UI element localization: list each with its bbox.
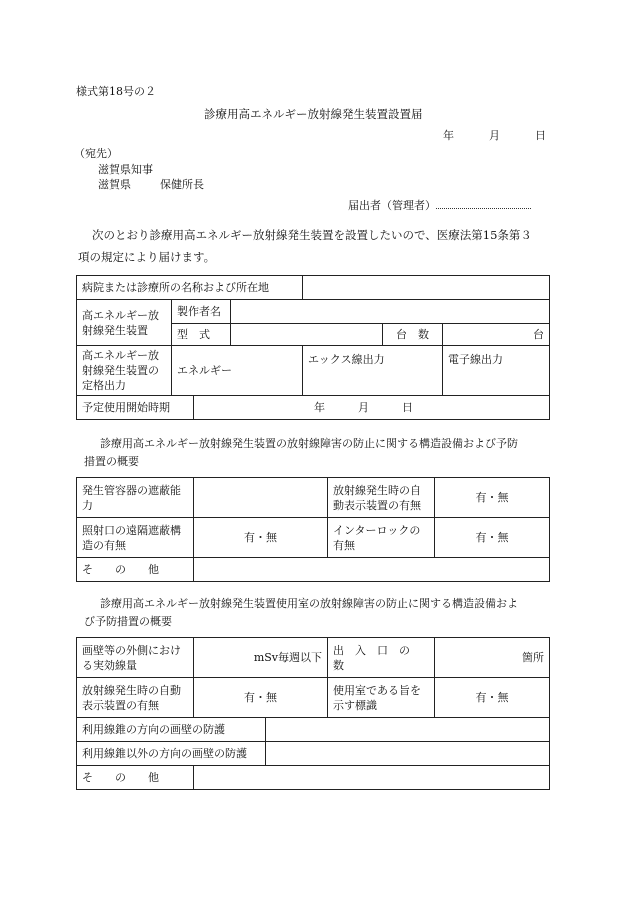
section2-title-line-2: 措置の概要 <box>84 455 139 468</box>
hospital-name-label: 病院または診療所の名称および所在地 <box>77 276 303 300</box>
wall-dose-field[interactable]: mSv毎週以下 <box>194 638 328 678</box>
hospital-name-field[interactable] <box>303 276 550 300</box>
addressee-label: （宛先） <box>74 147 118 160</box>
notifier <box>348 197 531 213</box>
electron-output-field[interactable]: 電子線出力 <box>443 346 550 396</box>
start-day: 日 <box>402 401 413 414</box>
shield-field[interactable] <box>194 478 328 518</box>
device-table <box>76 275 550 420</box>
date-year: 年 <box>443 129 454 142</box>
model-label: 型 式 <box>172 324 231 346</box>
device-label: 高エネルギー放射線発生装置 <box>77 300 172 346</box>
interlock-label: インターロックの有無 <box>328 518 435 558</box>
notifier-line[interactable] <box>436 197 531 209</box>
room-other-field[interactable] <box>194 766 550 790</box>
xray-output-field[interactable]: エックス線出力 <box>303 346 443 396</box>
addressee-health-center <box>98 176 204 192</box>
usage-sign-label: 使用室である旨を示す標識 <box>328 678 435 718</box>
non-beam-dir-label: 利用線錐以外の方向の画壁の防護 <box>77 742 266 766</box>
form-number: 様式第18号の２ <box>76 85 156 98</box>
usage-sign-field[interactable]: 有・無 <box>435 678 550 718</box>
other-field[interactable] <box>194 558 550 582</box>
room-auto-display-label: 放射線発生時の自動表示装置の有無 <box>77 678 194 718</box>
intro <box>78 224 548 268</box>
section2-title-line-1: 診療用高エネルギー放射線発生装置の放射線障害の防止に関する構造設備および予防 <box>100 437 518 450</box>
intro-line-2: 項の規定により届けます。 <box>78 250 216 264</box>
energy-field[interactable]: エネルギー <box>172 346 303 396</box>
other-label: そ の 他 <box>77 558 194 582</box>
aperture-label: 照射口の遠隔遮蔽構造の有無 <box>77 518 194 558</box>
page-title: 診療用高エネルギー放射線発生装置設置届 <box>204 107 423 121</box>
entrance-count-field[interactable]: 箇所 <box>435 638 550 678</box>
device-safety-table <box>76 477 550 582</box>
maker-field[interactable] <box>231 300 550 324</box>
shield-label: 発生管容器の遮蔽能力 <box>77 478 194 518</box>
date-day: 日 <box>535 129 546 142</box>
room-other-label: そ の 他 <box>77 766 194 790</box>
model-field[interactable] <box>231 324 383 346</box>
section3-title-line-1: 診療用高エネルギー放射線発生装置使用室の放射線障害の防止に関する構造設備およ <box>100 597 518 610</box>
section3-title <box>78 595 548 631</box>
beam-dir-label: 利用線錐の方向の画壁の防護 <box>77 718 266 742</box>
intro-line-1: 次のとおり診療用高エネルギー放射線発生装置を設置したいので、医療法第15条第３ <box>92 228 532 242</box>
non-beam-dir-field[interactable] <box>266 742 550 766</box>
entrance-count-label: 出 入 口 の 数 <box>328 638 435 678</box>
room-auto-display-field[interactable]: 有・無 <box>194 678 328 718</box>
count-label: 台 数 <box>383 324 443 346</box>
addressee-governor: 滋賀県知事 <box>98 163 153 176</box>
auto-display-field[interactable]: 有・無 <box>435 478 550 518</box>
beam-dir-field[interactable] <box>266 718 550 742</box>
start-date-label: 予定使用開始時期 <box>77 396 194 420</box>
start-month: 月 <box>358 401 369 414</box>
auto-display-label: 放射線発生時の自動表示装置の有無 <box>328 478 435 518</box>
interlock-field[interactable]: 有・無 <box>435 518 550 558</box>
count-field[interactable]: 台 <box>443 324 550 346</box>
rated-output-label: 高エネルギー放射線発生装置の定格出力 <box>77 346 172 396</box>
addressee-pref: 滋賀県 <box>98 178 131 191</box>
notifier-label: 届出者（管理者） <box>348 199 436 212</box>
room-safety-table <box>76 637 550 790</box>
wall-dose-label: 画壁等の外側における実効線量 <box>77 638 194 678</box>
addressee-office: 保健所長 <box>160 178 204 191</box>
date-line <box>443 127 546 143</box>
section2-title <box>78 435 548 471</box>
aperture-field[interactable]: 有・無 <box>194 518 328 558</box>
start-year: 年 <box>314 401 325 414</box>
maker-label: 製作者名 <box>172 300 231 324</box>
start-date-field[interactable] <box>194 396 550 420</box>
section3-title-line-2: び予防措置の概要 <box>84 615 172 628</box>
date-month: 月 <box>489 129 500 142</box>
